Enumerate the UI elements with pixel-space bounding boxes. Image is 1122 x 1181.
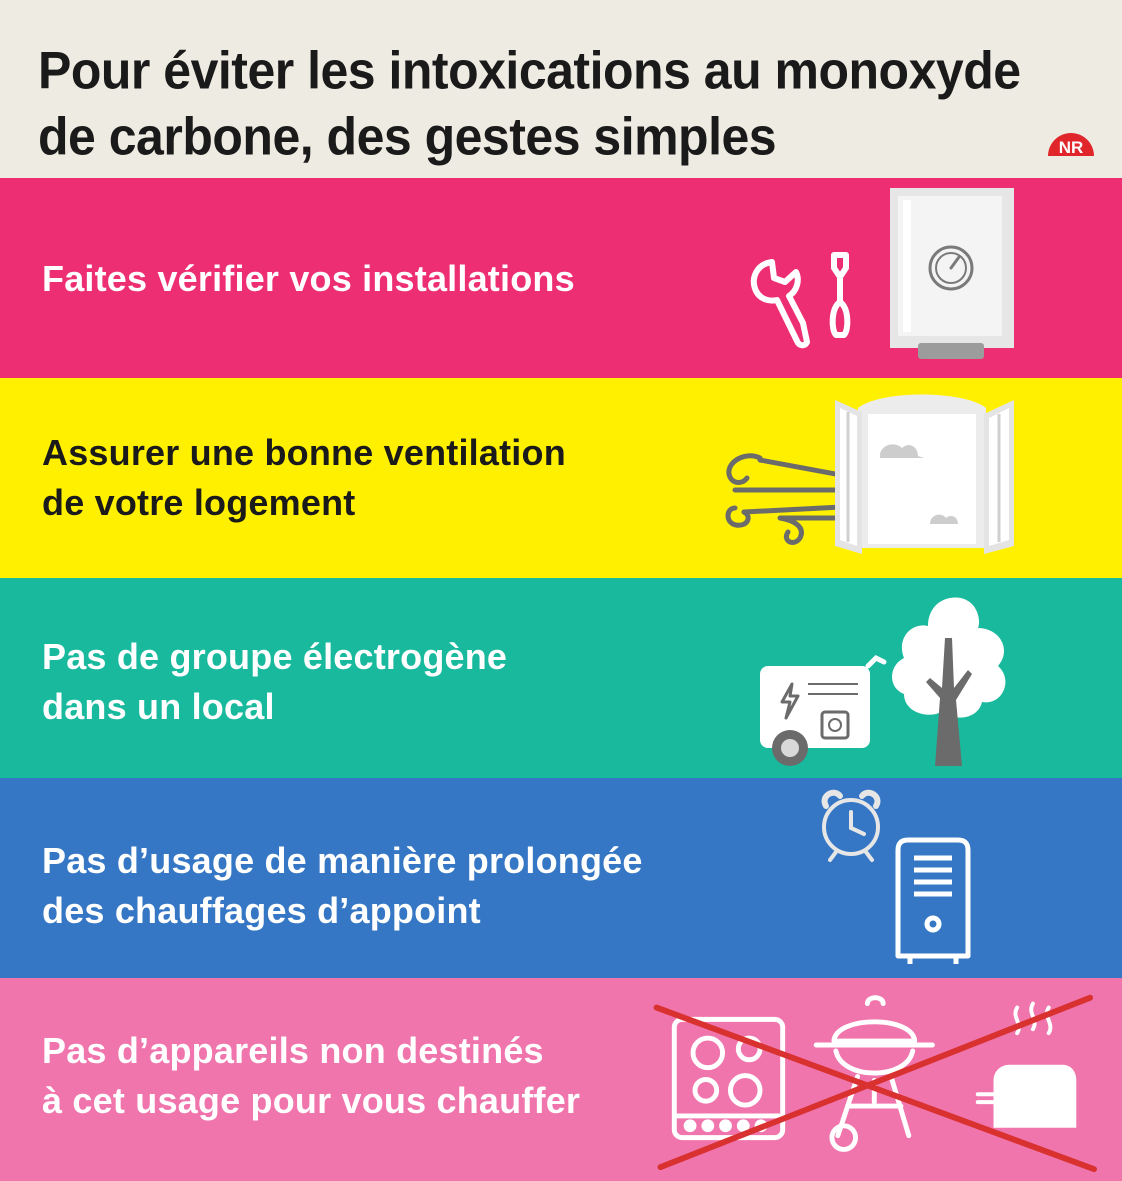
boiler-icon [890, 188, 1014, 359]
band-line: de votre logement [42, 482, 356, 523]
generator-icon [760, 658, 884, 766]
band-appliances [0, 978, 1122, 1181]
wrench-icon [754, 262, 807, 345]
band-line: Pas d’usage de manière prolongée [42, 840, 643, 881]
band-verify [0, 178, 1122, 378]
screwdriver-icon [833, 255, 848, 335]
band-heaters [0, 778, 1122, 978]
band-line: des chauffages d’appoint [42, 890, 481, 931]
band-line: Pas d’appareils non destinés [42, 1030, 544, 1071]
band-line: Assurer une bonne ventilation [42, 432, 566, 473]
logo-text: NR [1058, 138, 1084, 156]
band-line: dans un local [42, 686, 275, 727]
space-heater-icon [898, 840, 968, 964]
band-line: à cet usage pour vous chauffer [42, 1080, 581, 1121]
band-line: Faites vérifier vos installations [42, 258, 575, 299]
open-window-icon [835, 395, 1014, 555]
band-line: Pas de groupe électrogène [42, 636, 508, 677]
nr-logo-icon [1046, 128, 1096, 156]
alarm-clock-icon [824, 793, 878, 860]
page-title: Pour éviter les intoxications au monoxyde de carbone, des gestes simples [38, 41, 1021, 167]
band-generator [0, 578, 1122, 778]
tree-icon [892, 598, 1005, 766]
header [0, 0, 1122, 178]
band-ventilation [0, 378, 1122, 578]
